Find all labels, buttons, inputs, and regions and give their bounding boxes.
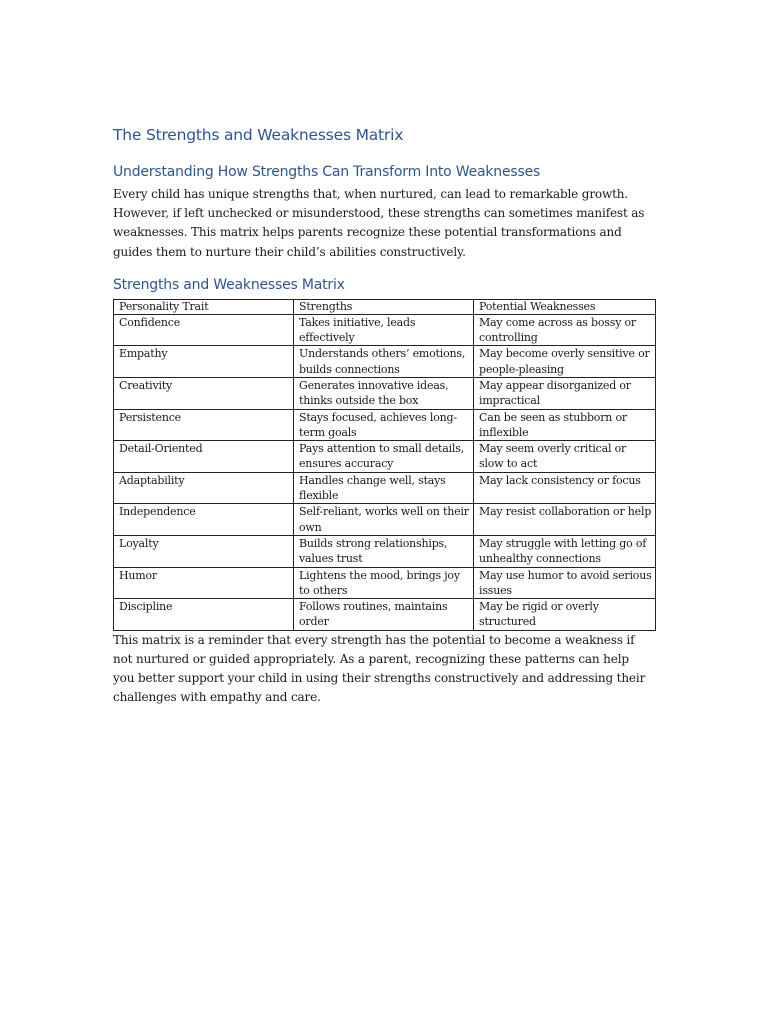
trait-cell: Persistence (114, 409, 294, 441)
strength-cell: Self-reliant, works well on their own (294, 504, 474, 536)
table-row (114, 346, 656, 378)
strength-cell: Builds strong relationships, values trust (294, 535, 474, 567)
strength-cell: Pays attention to small details, ensures accuracy (294, 441, 474, 473)
weakness-cell: May seem overly critical or slow to act (474, 441, 656, 473)
strength-cell: Generates innovative ideas, thinks outside the box (294, 378, 474, 410)
section-heading: Understanding How Strengths Can Transform Into Weaknesses (113, 164, 541, 180)
table-row (114, 535, 656, 567)
table-row (114, 378, 656, 410)
closing-paragraph: This matrix is a reminder that every strength has the potential to become a weakness if not nurtured or guided appropriately. As a parent, recognizing these patterns can help you better support your child in using their strengths constructively and addressing their challenges with empathy and care. (113, 632, 646, 705)
table-row (114, 314, 656, 346)
table-row (114, 504, 656, 536)
weakness-cell: May be rigid or overly structured (474, 599, 656, 631)
strengths-weaknesses-table (113, 299, 656, 631)
weakness-cell: May become overly sensitive or people-pleasing (474, 346, 656, 378)
column-header-weaknesses: Potential Weaknesses (474, 299, 656, 314)
table-row (114, 409, 656, 441)
strength-cell: Handles change well, stays flexible (294, 472, 474, 504)
strength-cell: Understands others’ emotions, builds connections (294, 346, 474, 378)
table-row (114, 567, 656, 599)
document-title: The Strengths and Weaknesses Matrix (113, 126, 404, 144)
table-header-row (114, 299, 656, 314)
trait-cell: Creativity (114, 378, 294, 410)
column-header-strengths: Strengths (294, 299, 474, 314)
trait-cell: Loyalty (114, 535, 294, 567)
document-body (113, 124, 651, 708)
trait-cell: Humor (114, 567, 294, 599)
table-row (114, 472, 656, 504)
weakness-cell: May use humor to avoid serious issues (474, 567, 656, 599)
table-row (114, 441, 656, 473)
weakness-cell: May struggle with letting go of unhealthy connections (474, 535, 656, 567)
weakness-cell: May lack consistency or focus (474, 472, 656, 504)
strength-cell: Follows routines, maintains order (294, 599, 474, 631)
trait-cell: Empathy (114, 346, 294, 378)
trait-cell: Detail-Oriented (114, 441, 294, 473)
strength-cell: Stays focused, achieves long-term goals (294, 409, 474, 441)
trait-cell: Discipline (114, 599, 294, 631)
trait-cell: Independence (114, 504, 294, 536)
matrix-heading: Strengths and Weaknesses Matrix (113, 276, 345, 293)
strength-cell: Lightens the mood, brings joy to others (294, 567, 474, 599)
strength-cell: Takes initiative, leads effectively (294, 314, 474, 346)
weakness-cell: May appear disorganized or impractical (474, 378, 656, 410)
trait-cell: Confidence (114, 314, 294, 346)
intro-paragraph: Every child has unique strengths that, when nurtured, can lead to remarkable growth. However, if left unchecked or misunderstood, these strengths can sometimes manifest as weaknesses. This matrix helps parents recognize these potential transformations and guides them to nurture their child’s abilities constructively. (113, 187, 645, 259)
table-row (114, 599, 656, 631)
weakness-cell: Can be seen as stubborn or inflexible (474, 409, 656, 441)
weakness-cell: May resist collaboration or help (474, 504, 656, 536)
weakness-cell: May come across as bossy or controlling (474, 314, 656, 346)
column-header-trait: Personality Trait (114, 299, 294, 314)
trait-cell: Adaptability (114, 472, 294, 504)
